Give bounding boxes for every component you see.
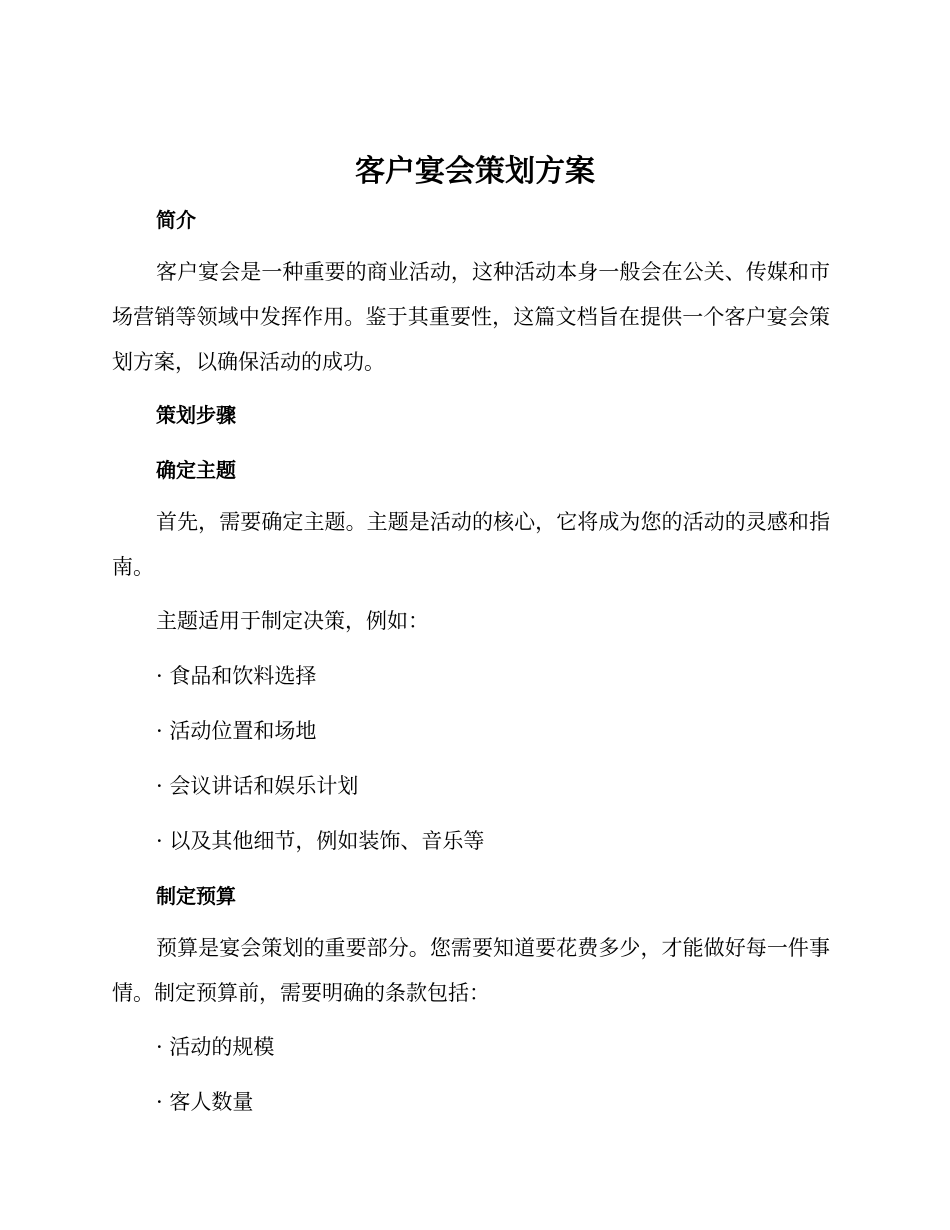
list-item: · 活动位置和场地 [156,719,317,743]
theme-heading: 确定主题 [156,458,236,482]
budget-paragraph: 预算是宴会策划的重要部分。您需要知道要花费多少，才能做好每一件事情。制定预算前，需要明确的条款包括： [112,936,830,1005]
list-item: · 以及其他细节，例如装饰、音乐等 [156,829,485,853]
list-item: · 活动的规模 [156,1035,275,1059]
intro-heading: 简介 [156,208,196,232]
list-item: · 食品和饮料选择 [156,664,317,688]
budget-heading: 制定预算 [156,884,236,908]
document-title: 客户宴会策划方案 [355,154,595,189]
list-item: · 客人数量 [156,1090,254,1114]
theme-paragraph: 首先，需要确定主题。主题是活动的核心，它将成为您的活动的灵感和指南。 [112,510,830,579]
steps-heading: 策划步骤 [156,403,236,427]
list-item: · 会议讲话和娱乐计划 [156,774,359,798]
intro-paragraph: 客户宴会是一种重要的商业活动，这种活动本身一般会在公关、传媒和市场营销等领域中发挥作用。鉴于其重要性，这篇文档旨在提供一个客户宴会策划方案，以确保活动的成功。 [112,260,830,374]
theme-usage-text: 主题适用于制定决策，例如： [156,609,429,633]
